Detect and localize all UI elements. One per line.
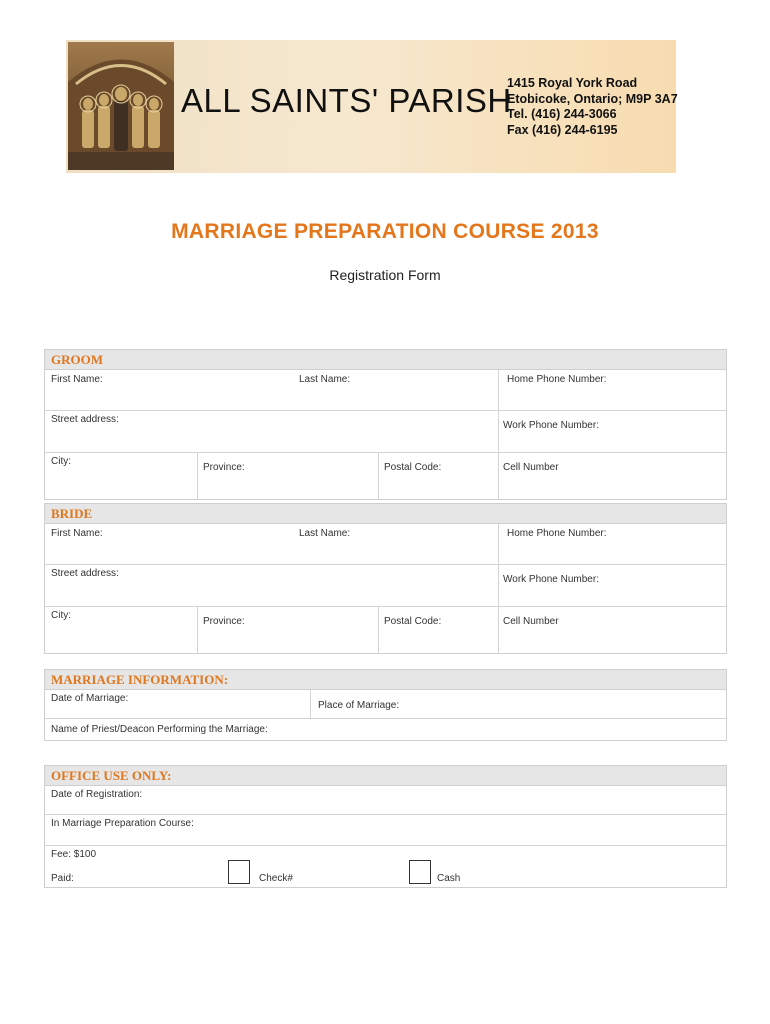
priest-row: [45, 719, 726, 740]
groom-cell-label: Cell Number: [503, 462, 559, 473]
registration-date-label: Date of Registration:: [51, 789, 143, 800]
check-label: Check#: [259, 873, 293, 884]
bride-home-phone-field[interactable]: [498, 524, 726, 564]
bride-street-label: Street address:: [51, 568, 119, 579]
groom-work-phone-label: Work Phone Number:: [503, 420, 599, 431]
mosaic-image: [68, 42, 174, 170]
check-checkbox[interactable]: [228, 860, 250, 884]
bride-first-name-field[interactable]: [45, 524, 499, 564]
fax-line: Fax (416) 244-6195: [507, 122, 618, 137]
priest-name-label: Name of Priest/Deacon Performing the Marriage:: [51, 724, 268, 735]
paid-label: Paid:: [51, 873, 74, 884]
registration-date-field[interactable]: [45, 786, 726, 814]
groom-home-phone-label: Home Phone Number:: [507, 374, 607, 385]
bride-cell-field[interactable]: [498, 607, 726, 653]
bride-city-field[interactable]: [45, 607, 198, 653]
bride-home-phone-label: Home Phone Number:: [507, 528, 607, 539]
page-subtitle: Registration Form: [329, 267, 441, 283]
bride-name-row: [45, 524, 726, 565]
parish-name: ALL SAINTS' PARISH: [181, 82, 512, 119]
bride-work-phone-field[interactable]: [498, 565, 726, 606]
groom-street-field[interactable]: [45, 411, 499, 452]
address-line-2: Etobicoke, Ontario; M9P 3A7: [507, 91, 678, 106]
bride-work-phone-label: Work Phone Number:: [503, 574, 599, 585]
saints-mosaic-icon: [68, 42, 174, 170]
groom-city-label: City:: [51, 456, 71, 467]
groom-first-name-label: First Name:: [51, 374, 103, 385]
bride-address-row: [45, 565, 726, 607]
groom-street-label: Street address:: [51, 414, 119, 425]
bride-last-name-label: Last Name:: [299, 528, 351, 539]
groom-section: [44, 349, 727, 500]
bride-city-label: City:: [51, 610, 71, 621]
phone-line: Tel. (416) 244-3066: [507, 107, 617, 121]
marriage-heading-bar: [45, 670, 726, 690]
bride-postal-field[interactable]: [378, 607, 499, 653]
fee-label: Fee: $100: [51, 849, 97, 860]
marriage-heading: MARRIAGE INFORMATION:: [51, 672, 229, 687]
office-section: [44, 765, 727, 888]
groom-heading-bar: [45, 350, 726, 370]
groom-work-phone-field[interactable]: [498, 411, 726, 452]
groom-home-phone-field[interactable]: [498, 370, 726, 410]
registration-date-row: [45, 786, 726, 815]
bride-street-field[interactable]: [45, 565, 499, 606]
groom-postal-field[interactable]: [378, 453, 499, 499]
groom-first-name-field[interactable]: [45, 370, 499, 410]
groom-city-field[interactable]: [45, 453, 198, 499]
office-heading-bar: [45, 766, 726, 786]
cash-checkbox[interactable]: [409, 860, 431, 884]
bride-province-field[interactable]: [197, 607, 379, 653]
groom-province-label: Province:: [203, 462, 245, 473]
bride-cell-label: Cell Number: [503, 616, 559, 627]
bride-section: [44, 503, 727, 654]
in-course-row: [45, 815, 726, 846]
groom-last-name-label: Last Name:: [299, 374, 351, 385]
groom-name-row: [45, 370, 726, 411]
marriage-date-row: [45, 690, 726, 719]
bride-heading: BRIDE: [51, 506, 93, 521]
in-course-label: In Marriage Preparation Course:: [51, 818, 194, 829]
address-line-1: 1415 Royal York Road: [507, 76, 638, 90]
payment-row: [45, 846, 726, 887]
groom-cell-field[interactable]: [498, 453, 726, 499]
groom-province-field[interactable]: [197, 453, 379, 499]
cash-label: Cash: [437, 873, 461, 884]
marriage-section: [44, 669, 727, 741]
priest-name-field[interactable]: [45, 719, 726, 740]
groom-heading: GROOM: [51, 352, 103, 367]
bride-heading-bar: [45, 504, 726, 524]
page-title: MARRIAGE PREPARATION COURSE 2013: [171, 220, 599, 243]
groom-postal-label: Postal Code:: [384, 462, 442, 473]
bride-city-row: [45, 607, 726, 653]
in-course-field[interactable]: [45, 815, 726, 845]
groom-address-row: [45, 411, 726, 453]
marriage-date-field[interactable]: [45, 690, 311, 718]
marriage-date-label: Date of Marriage:: [51, 693, 129, 704]
marriage-place-label: Place of Marriage:: [318, 700, 400, 711]
groom-city-row: [45, 453, 726, 499]
parish-address: [507, 76, 678, 138]
office-heading: OFFICE USE ONLY:: [51, 768, 172, 783]
bride-postal-label: Postal Code:: [384, 616, 442, 627]
letterhead-banner: [66, 40, 676, 173]
bride-province-label: Province:: [203, 616, 245, 627]
bride-first-name-label: First Name:: [51, 528, 103, 539]
marriage-place-field[interactable]: [310, 690, 726, 718]
